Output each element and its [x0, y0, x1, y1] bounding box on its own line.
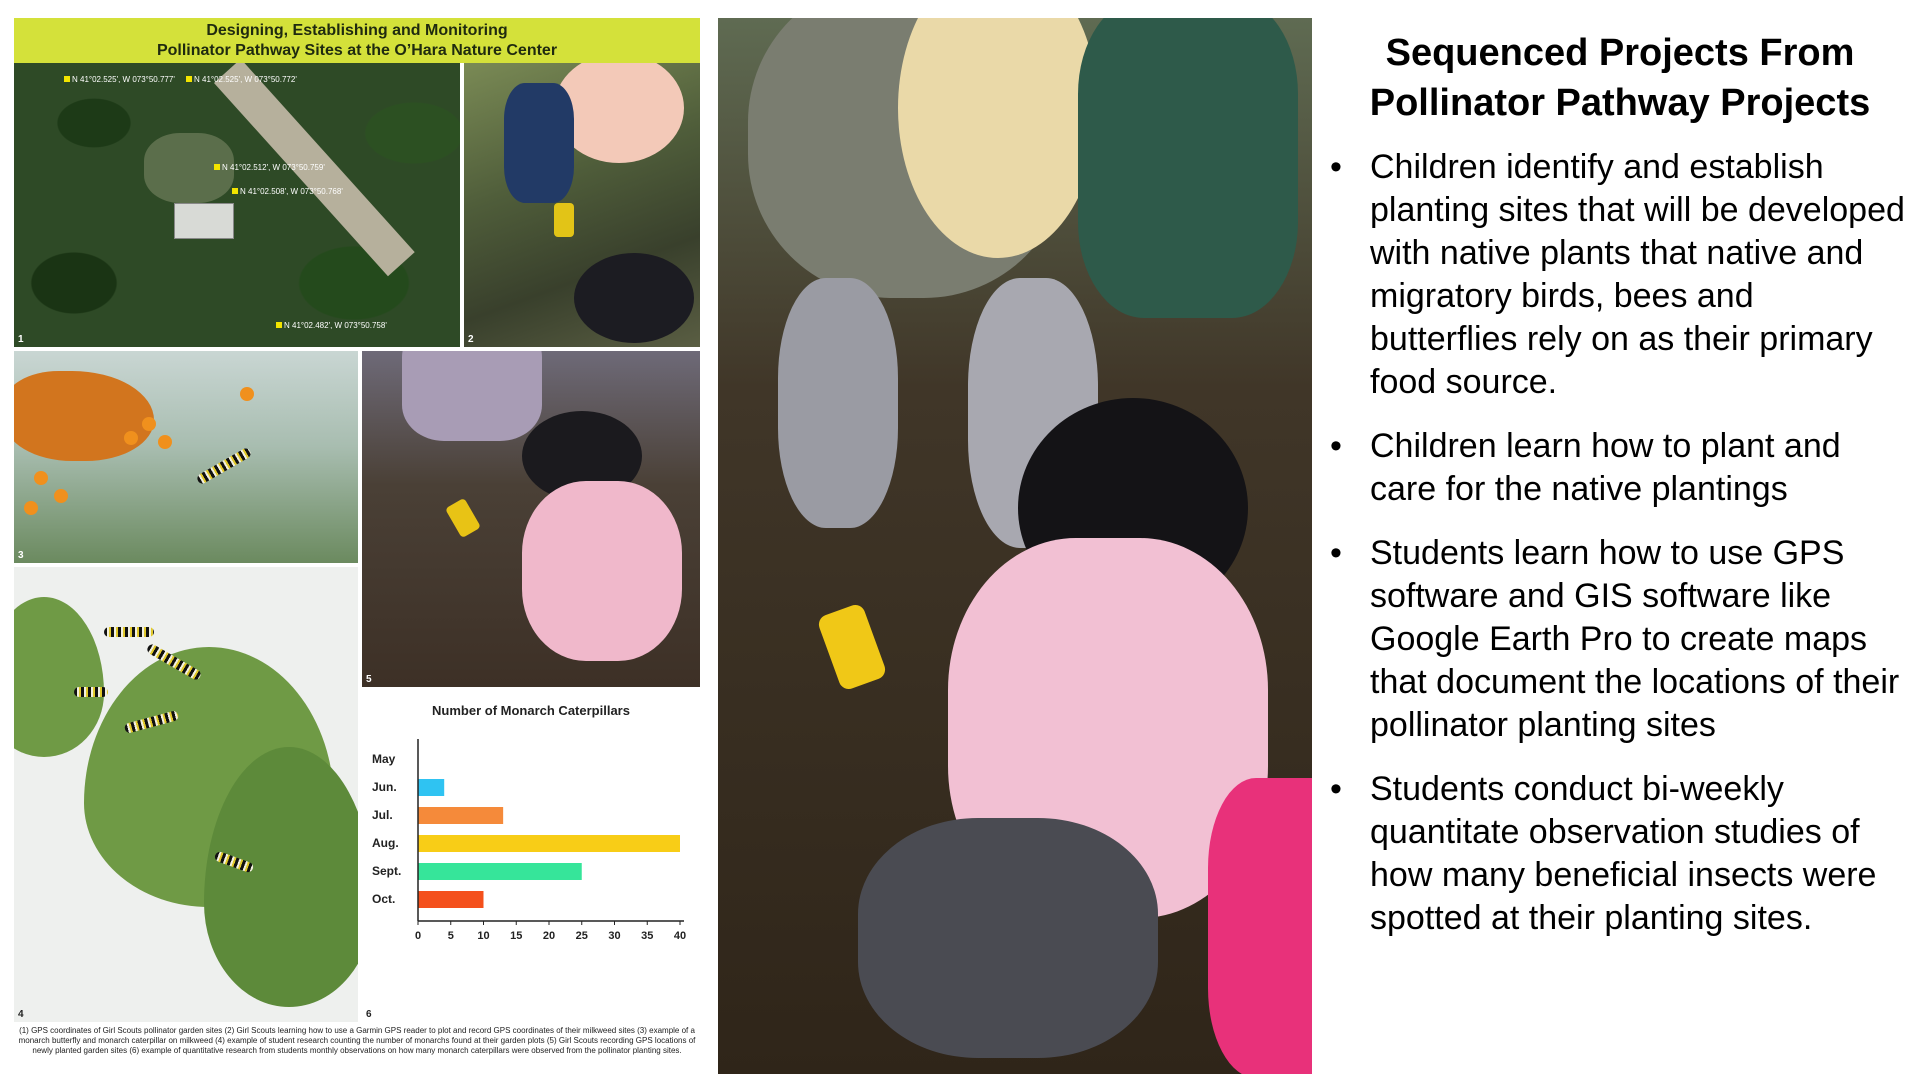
category-label: Aug. — [372, 836, 399, 850]
caterpillar-count-photo — [14, 567, 358, 1022]
category-label: Sept. — [372, 864, 402, 878]
bullet-list — [1330, 146, 1910, 940]
photo-figure-leg — [858, 818, 1158, 1058]
gps-label: N 41°02.525', W 073°50.777' — [64, 75, 175, 84]
poster — [14, 18, 700, 1078]
gps-label: N 41°02.482', W 073°50.758' — [276, 321, 387, 330]
bar — [418, 863, 582, 880]
scouts-recording-photo — [362, 351, 700, 687]
panel-number: 6 — [366, 1009, 372, 1020]
x-tick-label: 15 — [510, 930, 523, 942]
x-tick-label: 40 — [673, 930, 687, 942]
category-label: Oct. — [372, 892, 396, 906]
panel-number: 4 — [18, 1009, 24, 1020]
photo-figure-sleeve — [1208, 778, 1312, 1074]
poster-title-line-2: Pollinator Pathway Sites at the O’Hara Nature Center — [156, 42, 558, 59]
category-label: Jun. — [372, 780, 397, 794]
photo-figure-leg — [778, 278, 898, 528]
slide-title-line-2: Pollinator Pathway Projects — [1369, 82, 1871, 124]
x-tick-label: 30 — [608, 930, 621, 942]
caterpillar — [74, 687, 108, 697]
bullet-item: • Children identify and establish planting sites that will be developed with native plants that native and migratory birds, bees and butterflies rely on as their primary food source. — [1330, 146, 1910, 404]
slide-title — [1330, 28, 1910, 128]
x-tick-label: 20 — [542, 930, 556, 942]
gps-device — [445, 498, 481, 538]
panel-number: 3 — [18, 550, 24, 561]
poster-caption: (1) GPS coordinates of Girl Scouts pollinator garden sites (2) Girl Scouts learning how to use a Garmin GPS reader to plot and record GPS coordinates of their milkweed sites (3) example of a monarch butterfly and monarch caterpillar on milkweed (4) example of student research counting the number of monarchs found at their garden plots (5) Girl Scouts recording GPS locations of newly planted garden sites (6) example of quantitative research from students monthly observations on how many monarch caterpillars were observed from the pollinator planting sites. — [18, 1026, 696, 1055]
bar — [418, 807, 503, 824]
bar — [418, 779, 444, 796]
slide-text — [1330, 20, 1910, 961]
x-tick-label: 35 — [641, 930, 654, 942]
map-building — [174, 203, 234, 239]
gps-device — [554, 203, 574, 237]
category-label: Jul. — [372, 808, 393, 822]
x-tick-label: 5 — [447, 930, 454, 942]
photo-figure — [522, 481, 682, 661]
x-tick-label: 10 — [477, 930, 490, 942]
bullet-item: • Students learn how to use GPS software and GIS software like Google Earth Pro to create maps that document the locations of their pollinator planting sites — [1330, 532, 1910, 747]
bar — [418, 835, 680, 852]
gps-label: N 41°02.512', W 073°50.759' — [214, 163, 325, 172]
scouts-gps-photo — [464, 63, 700, 347]
monarch-butterfly-photo — [14, 351, 358, 563]
photo-figure — [574, 253, 694, 343]
panel-number: 1 — [18, 334, 24, 345]
poster-header — [14, 18, 700, 63]
gps-label: N 41°02.508', W 073°50.768' — [232, 187, 343, 196]
gps-label: N 41°02.525', W 073°50.772' — [186, 75, 297, 84]
aerial-map-photo — [14, 63, 460, 347]
chart-plot — [362, 721, 700, 1021]
bullet-item: • Children learn how to plant and care for the native plantings — [1330, 425, 1910, 511]
photo-figure — [504, 83, 574, 203]
gps-device — [816, 602, 888, 692]
bullet-item: • Students conduct bi-weekly quantitate observation studies of how many beneficial insects were spotted at their planting sites. — [1330, 768, 1910, 940]
chart-title: Number of Monarch Caterpillars — [432, 703, 630, 718]
monarch-bar-chart — [362, 691, 700, 1022]
photo-figure-vest — [1078, 18, 1298, 318]
milkweed-leaf — [14, 597, 104, 757]
panel-number: 2 — [468, 334, 474, 345]
bar — [418, 891, 484, 908]
girl-scouts-gps-photo — [718, 18, 1312, 1074]
x-tick-label: 0 — [414, 930, 422, 942]
caterpillar — [104, 627, 154, 637]
category-label: May — [372, 752, 396, 766]
photo-figure — [402, 351, 542, 441]
x-tick-label: 25 — [575, 930, 588, 942]
butterfly-wing — [14, 371, 154, 461]
slide-title-line-1: Sequenced Projects From — [1385, 32, 1855, 74]
panel-number: 5 — [366, 674, 372, 685]
poster-title-line-1: Designing, Establishing and Monitoring — [206, 22, 508, 39]
caterpillar — [196, 447, 253, 486]
